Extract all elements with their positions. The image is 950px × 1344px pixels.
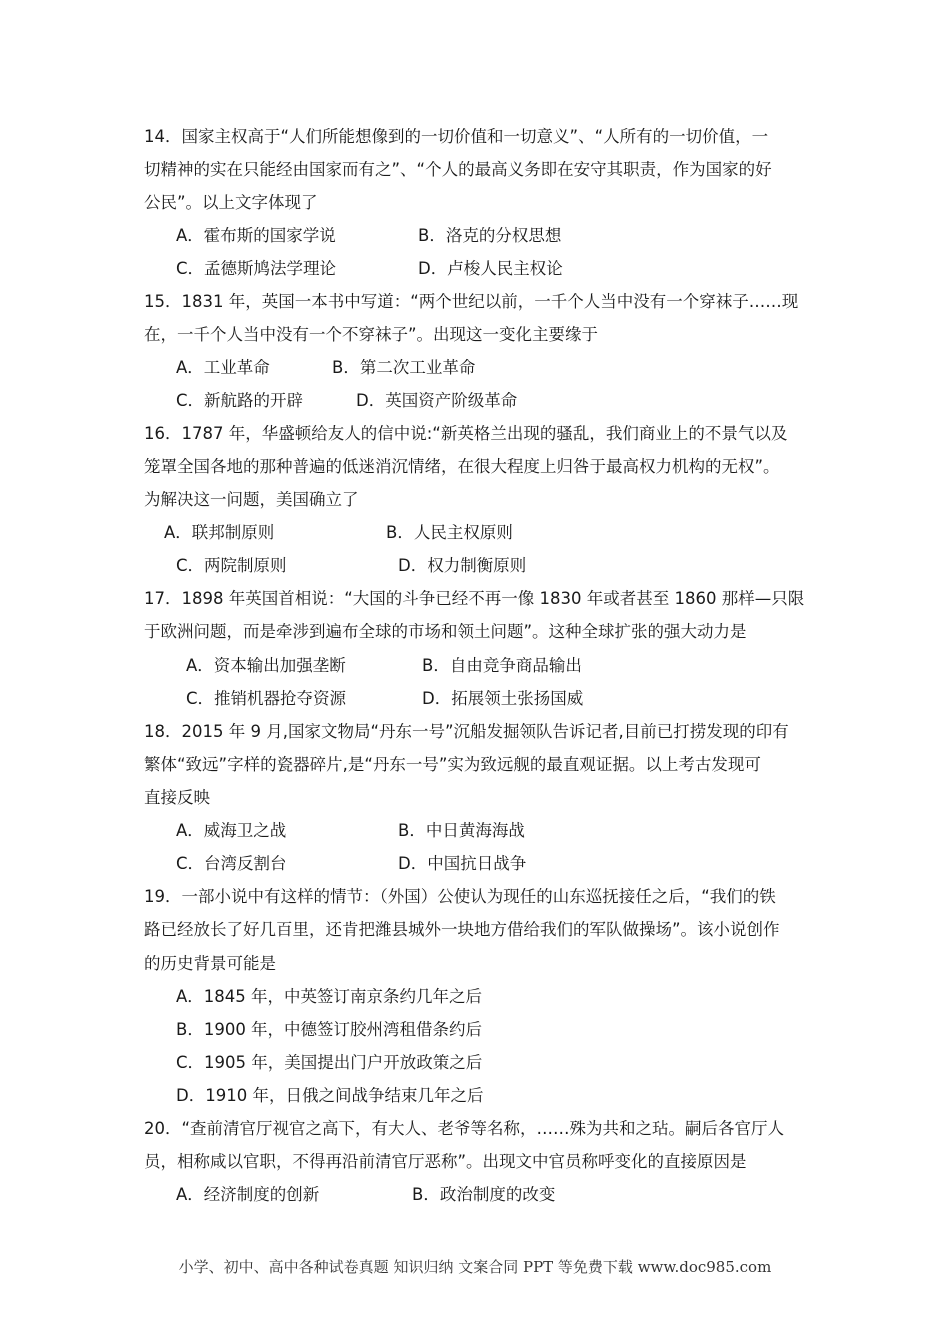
option-d: D．卢梭人民主权论 [418,259,563,278]
option-b: B．中日黄海海战 [398,821,525,840]
option-b: B．第二次工业革命 [332,358,476,377]
question-stem-line: 公民”。以上文字体现了 [144,193,318,212]
question-stem-line: 17．1898 年英国首相说：“大国的斗争已经不再一像 1830 年或者甚至 1860 那样—只限 [144,589,805,608]
option-a: A．霍布斯的国家学说 [176,226,336,245]
option-c: C．两院制原则 [176,556,287,575]
option-b: B．1900 年，中德签订胶州湾租借条约后 [176,1020,483,1039]
option-b: B．人民主权原则 [386,523,513,542]
question-stem-line: 14．国家主权高于“人们所能想像到的一切价值和一切意义”、“人所有的一切价值，一 [144,127,769,146]
option-c: C．推销机器抢夺资源 [186,689,347,708]
option-c: C．新航路的开辟 [176,391,304,410]
question-stem-line: 笼罩全国各地的那种普遍的低迷消沉情绪，在很大程度上归咎于最高权力机构的无权”。 [144,457,780,476]
question-stem-line: 为解决这一问题，美国确立了 [144,490,359,509]
option-d: D．中国抗日战争 [398,854,527,873]
option-a: A．联邦制原则 [164,523,275,542]
option-d: D．权力制衡原则 [398,556,527,575]
option-c: C．1905 年，美国提出门户开放政策之后 [176,1053,483,1072]
question-stem-line: 直接反映 [144,788,210,807]
option-a: A．资本输出加强垄断 [186,656,346,675]
question-stem-line: 18．2015 年 9 月,国家文物局“丹东一号”沉船发掘领队告诉记者,目前已打捞发现的印有 [144,722,789,741]
option-a: A．1845 年，中英签订南京条约几年之后 [176,987,483,1006]
question-stem-line: 切精神的实在只能经由国家而有之”、“个人的最高义务即在安守其职责，作为国家的好 [144,160,772,179]
question-stem-line: 15．1831 年，英国一本书中写道：“两个世纪以前，一千个人当中没有一个穿袜子……现 [144,292,799,311]
option-a: A．经济制度的创新 [176,1185,320,1204]
question-stem-line: 在，一千个人当中没有一个不穿袜子”。出现这一变化主要缘于 [144,325,599,344]
question-stem-line: 20．“查前清官厅视官之高下，有大人、老爷等名称，……殊为共和之玷。嗣后各官厅人 [144,1119,785,1138]
option-a: A．威海卫之战 [176,821,287,840]
option-c: C．孟德斯鸠法学理论 [176,259,337,278]
option-a: A．工业革命 [176,358,270,377]
question-stem-line: 员，相称咸以官职，不得再沿前清官厅恶称”。出现文中官员称呼变化的直接原因是 [144,1152,747,1171]
option-d: D．英国资产阶级革命 [356,391,518,410]
option-d: D．拓展领土张扬国威 [422,689,584,708]
option-d: D．1910 年，日俄之间战争结束几年之后 [176,1086,484,1105]
page-footer: 小学、初中、高中各种试卷真题 知识归纳 文案合同 PPT 等免费下载 www.doc985.com [178,1258,772,1276]
question-stem-line: 路已经放长了好几百里，还肯把潍县城外一块地方借给我们的军队做操场”。该小说创作 [144,920,780,939]
question-stem-line: 于欧洲问题，而是牵涉到遍布全球的市场和领土问题”。这种全球扩张的强大动力是 [144,622,747,641]
question-stem-line: 的历史背景可能是 [144,954,276,973]
question-stem-line: 16．1787 年，华盛顿给友人的信中说:“新英格兰出现的骚乱，我们商业上的不景气以及 [144,424,788,443]
option-c: C．台湾反割台 [176,854,287,873]
option-b: B．自由竞争商品输出 [422,656,582,675]
question-stem-line: 19．一部小说中有这样的情节：（外国）公使认为现任的山东巡抚接任之后，“我们的铁 [144,887,776,906]
option-b: B．政治制度的改变 [412,1185,556,1204]
option-b: B．洛克的分权思想 [418,226,562,245]
question-stem-line: 繁体“致远”字样的瓷器碎片,是“丹东一号”实为致远舰的最直观证据。以上考古发现可 [144,755,761,774]
